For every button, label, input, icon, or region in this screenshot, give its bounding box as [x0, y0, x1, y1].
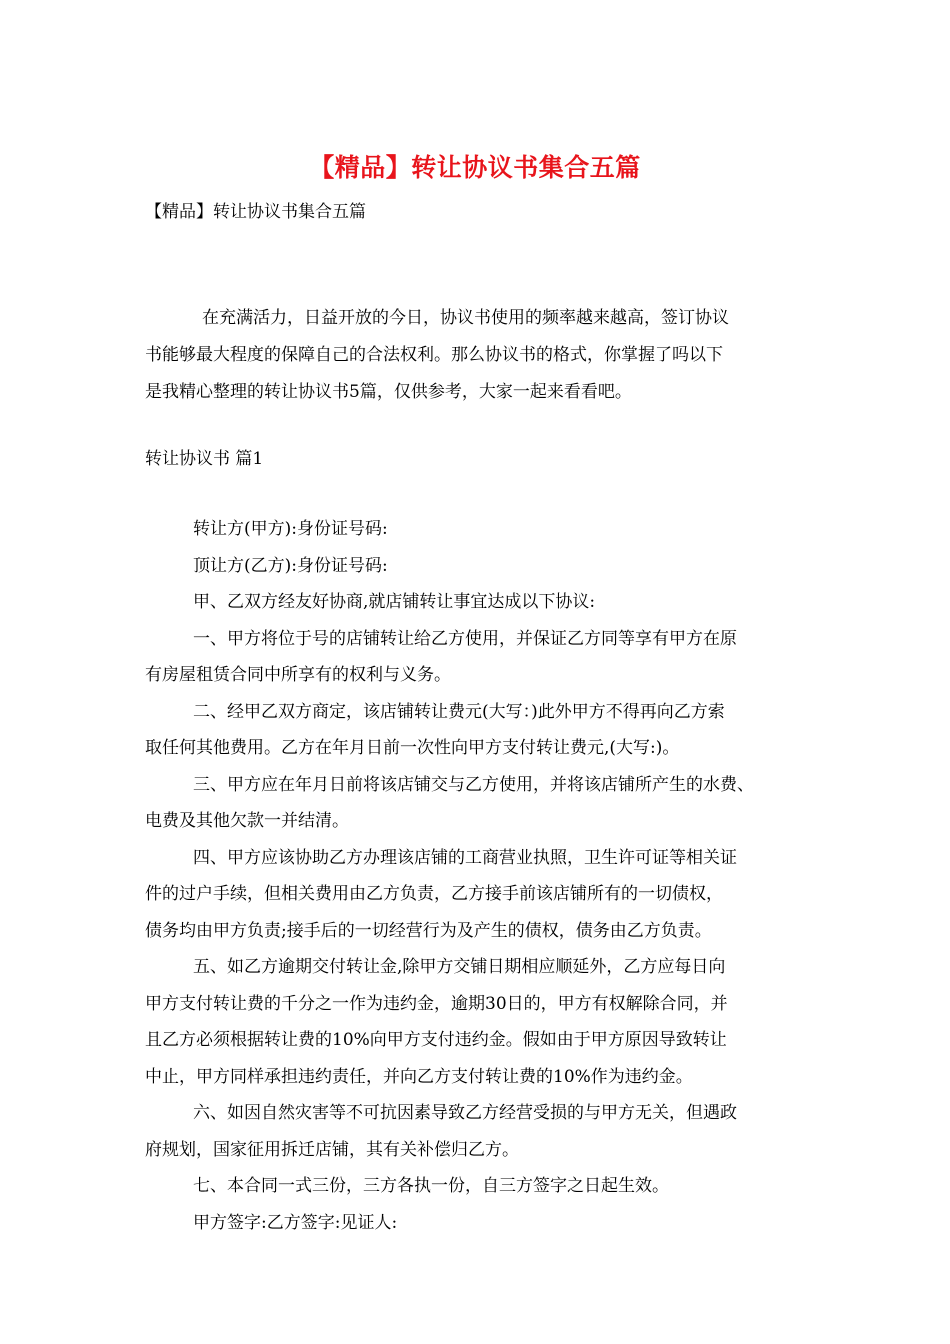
- intro-line: 在充满活力，日益开放的今日，协议书使用的频率越来越高，签订协议: [202, 308, 729, 328]
- agreement-line: 顶让方(乙方):身份证号码:: [193, 555, 388, 576]
- document-subtitle: 【精品】转让协议书集合五篇: [145, 202, 366, 222]
- agreement-line: 且乙方必须根据转让费的10%向甲方支付违约金。假如由于甲方原因导致转让: [145, 1030, 727, 1050]
- intro-paragraph: [145, 300, 805, 411]
- agreement-line: 有房屋租赁合同中所享有的权利与义务。: [145, 665, 451, 685]
- agreement-line: 府规划，国家征用拆迁店铺，其有关补偿归乙方。: [145, 1139, 519, 1160]
- agreement-line: 件的过户手续，但相关费用由乙方负责，乙方接手前该店铺所有的一切债权，: [145, 884, 723, 904]
- agreement-line: 三、甲方应在年月日前将该店铺交与乙方使用，并将该店铺所产生的水费、: [193, 774, 754, 795]
- agreement-line: 债务均由甲方负责;接手后的一切经营行为及产生的债权，债务由乙方负责。: [145, 920, 712, 941]
- agreement-line: 甲方签字:乙方签字:见证人:: [193, 1212, 398, 1233]
- agreement-line: 转让方(甲方):身份证号码:: [193, 519, 388, 539]
- agreement-line: 七、本合同一式三份，三方各执一份，自三方签字之日起生效。: [193, 1176, 669, 1196]
- intro-line: 是我精心整理的转让协议书5篇，仅供参考，大家一起来看看吧。: [145, 382, 632, 402]
- agreement-line: 甲、乙双方经友好协商,就店铺转让事宜达成以下协议:: [193, 592, 596, 612]
- agreement-line: 四、甲方应该协助乙方办理该店铺的工商营业执照，卫生许可证等相关证: [193, 847, 737, 868]
- agreement-line: 六、如因自然灾害等不可抗因素导致乙方经营受损的与甲方无关，但遇政: [193, 1103, 737, 1123]
- section-heading: 转让协议书 篇1: [145, 449, 264, 469]
- intro-line: 书能够最大程度的保障自己的合法权利。那么协议书的格式，你掌握了吗以下: [145, 345, 723, 365]
- agreement-line: 甲方支付转让费的千分之一作为违约金，逾期30日的，甲方有权解除合同，并: [145, 993, 728, 1014]
- agreement-line: 电费及其他欠款一并结清。: [145, 811, 349, 831]
- agreement-line: 二、经甲乙双方商定，该店铺转让费元(大写：)此外甲方不得再向乙方索: [193, 701, 725, 722]
- agreement-line: 五、如乙方逾期交付转让金,除甲方交铺日期相应顺延外，乙方应每日向: [193, 957, 726, 977]
- agreement-line: 中止，甲方同样承担违约责任，并向乙方支付转让费的10%作为违约金。: [145, 1066, 693, 1087]
- agreement-body: [145, 511, 815, 1241]
- agreement-line: 一、甲方将位于号的店铺转让给乙方使用，并保证乙方同等享有甲方在原: [193, 628, 737, 649]
- document-title: 【精品】转让协议书集合五篇: [309, 153, 641, 182]
- agreement-line: 取任何其他费用。乙方在年月日前一次性向甲方支付转让费元,(大写:)。: [145, 738, 680, 758]
